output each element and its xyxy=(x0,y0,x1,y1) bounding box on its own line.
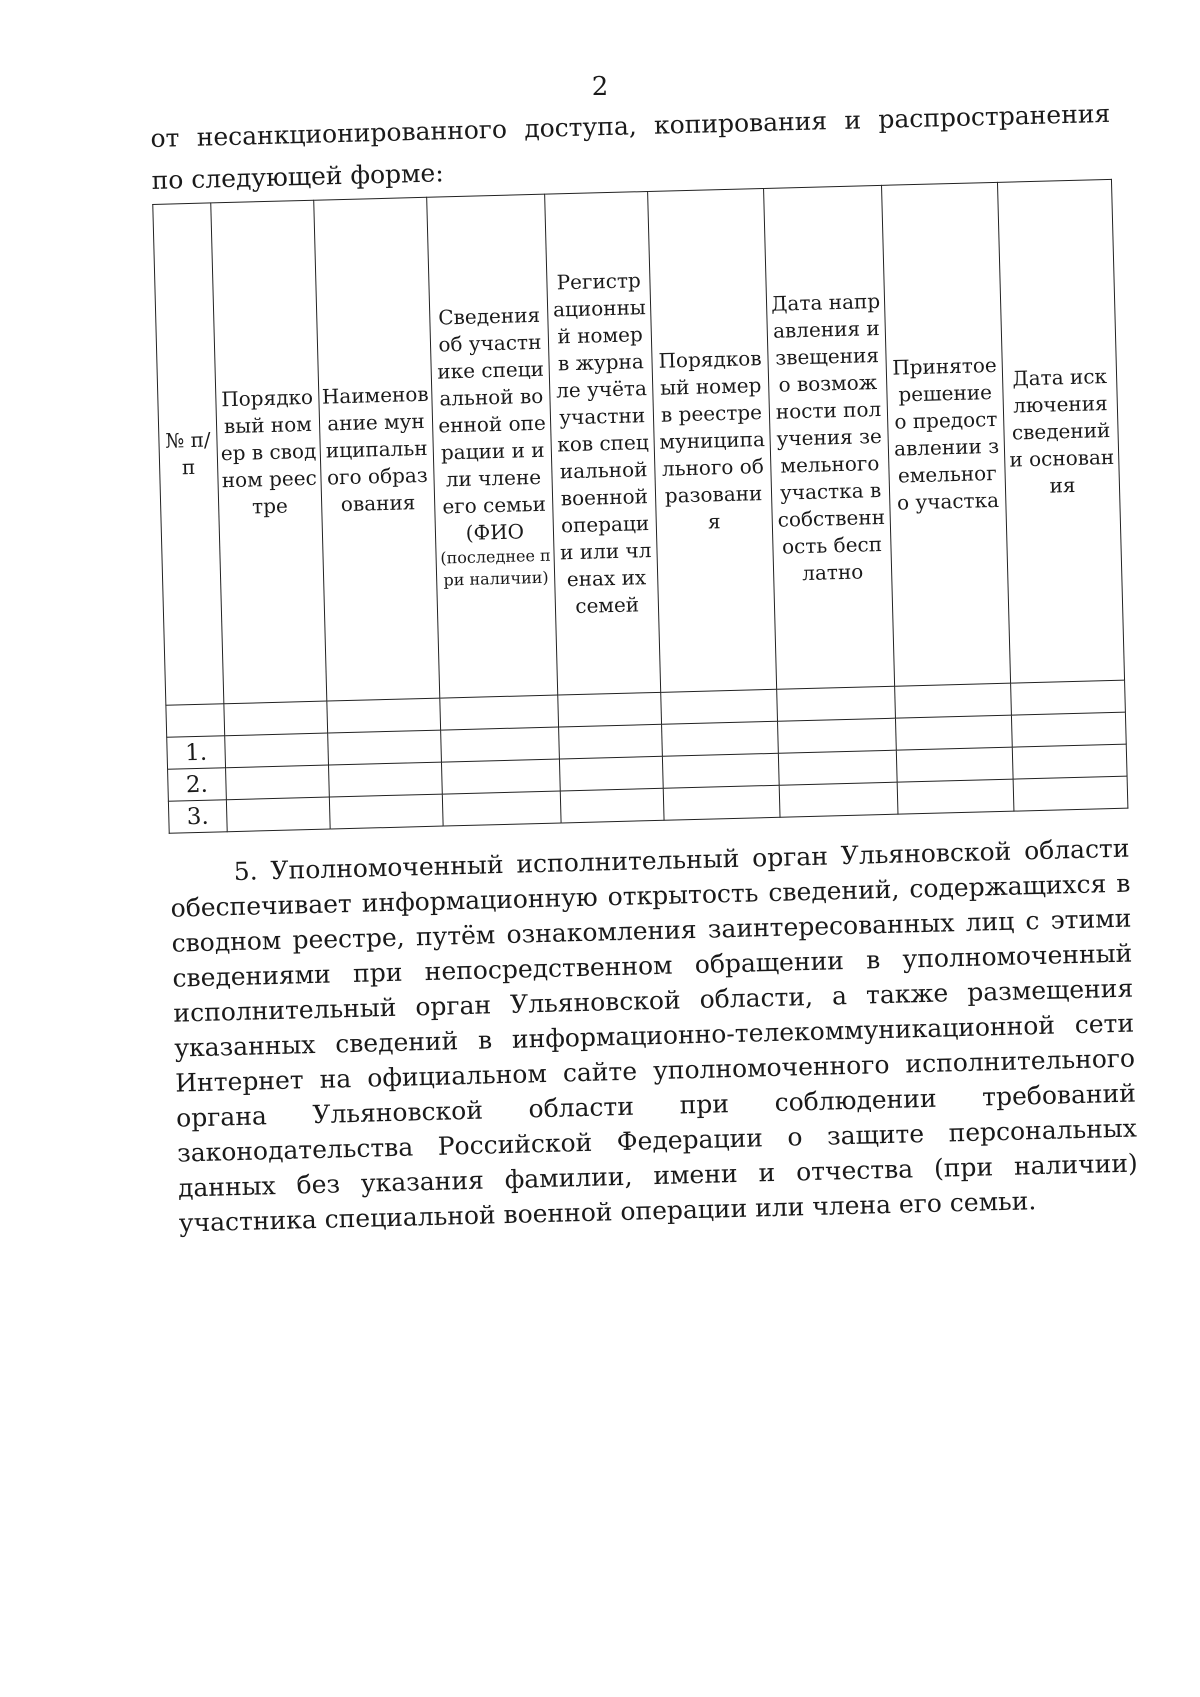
header-registration-number: Регистрационный номер в журнале учёта участников специальной военной операции или членах их семей xyxy=(545,191,661,695)
page-number: 2 xyxy=(591,72,609,102)
paragraph-5: 5. Уполномоченный исполнительный орган Ульяновской области обеспечивает информационную открытость сведений, содержащихся в сводном реестре, путём ознакомления заинтересованных лиц с этими сведениями при непосредственном обращении в уполномоченный исполнительный орган Ульяновской области, а также размещения указанных сведений в информационно-телекоммуникационной сети Интернет на официальном сайте уполномоченного исполнительного органа Ульяновской области при соблюдении требований законодательства Российской Федерации о защите персональных данных без указания фамилии, имени и отчества (при наличии) участника специальной военной операции или члена его семьи. xyxy=(170,833,1139,1238)
intro-line-2: по следующей форме: xyxy=(151,158,445,195)
table-header-row xyxy=(153,179,1125,705)
row-number: 2. xyxy=(168,768,227,802)
header-consolidated-order: Порядковый номер в сводном реестре xyxy=(211,200,327,704)
document-body xyxy=(150,93,1140,1266)
header-municipal-order: Порядковый номер в реестре муниципального образования xyxy=(648,188,777,692)
row-number: 3. xyxy=(168,800,227,834)
intro-line-1: от несанкционированного доступа, копирования и распространения xyxy=(150,98,1111,153)
register-form-table xyxy=(152,179,1128,834)
header-municipality: Наименование муниципального образования xyxy=(313,197,440,701)
header-notice-date: Дата направления извещения о возможности получения земельного участка в собственность бесплатно xyxy=(764,185,895,689)
header-participant-note: (последнее при наличии) xyxy=(440,545,551,589)
header-number: № п/п xyxy=(153,203,224,705)
header-participant-info: Сведения об участнике специальной военной операции и или члене его семьи (ФИО (последнее при наличии) xyxy=(427,194,558,698)
header-exclusion-date: Дата исключения сведений и основания xyxy=(998,179,1125,683)
header-decision: Принятое решение о предоставлении земельного участка xyxy=(882,182,1011,686)
row-number: 1. xyxy=(167,736,226,770)
